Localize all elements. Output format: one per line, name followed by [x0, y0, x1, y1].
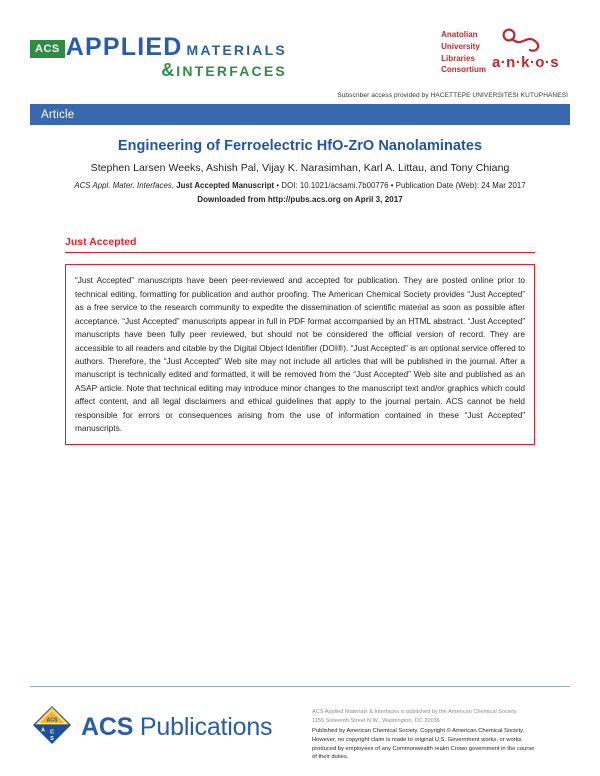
- just-accepted-body: “Just Accepted” manuscripts have been peer-reviewed and accepted for publication. They are posted online prior to technical editing, formatting for publication and author proofing. The American Chemical Society provides “Just Accepted” as a free service to the research community to expedite the dissemination of scientific material as soon as possible after acceptance. “Just Accepted” manuscripts appear in full in PDF format accompanied by an HTML abstract. “Just Accepted” manuscripts have been fully peer reviewed, but should not be considered the official version of record. They are accessible to all readers and citable by the Digital Object Identifier (DOI®). “Just Accepted” is an optional service offered to authors. Therefore, the “Just Accepted” Web site may not include all articles that will be published in the journal. After a manuscript is technically edited and formatted, it will be removed from the “Just Accepted” Web site and published as an ASAP article. Note that technical editing may introduce minor changes to the manuscript text and/or graphics which could affect content, and all legal disclaimers and ethical guidelines that apply to the journal pertain. ACS cannot be held responsible for errors or consequences arising from the use of information contained in these “Just Accepted” manuscripts.: [75, 275, 525, 434]
- legal-line-5: produced by employees of any Commonwealth realm Crown government in the course: [312, 745, 535, 752]
- wordmark-applied: APPLIED: [65, 33, 183, 61]
- article-type-banner: [30, 104, 570, 125]
- wordmark-interfaces: INTERFACES: [176, 62, 287, 79]
- wordmark-ampersand: &: [161, 59, 175, 80]
- logo-acs-text: ACS: [81, 713, 134, 742]
- article-type-label: Article: [41, 108, 75, 121]
- legal-line-1: ACS Applied Materials & Interfaces is published by the American Chemical Society.: [312, 709, 518, 716]
- consortium-line-1: Anatolian: [441, 30, 478, 40]
- consortium-line-2: University: [441, 41, 480, 51]
- citation-line: [30, 181, 570, 190]
- consortium-line-4: Consortium: [441, 65, 486, 75]
- legal-line-2: 1155 Sixteenth Street N.W., Washington, DC 20036: [312, 717, 440, 724]
- svg-text:ACS: ACS: [46, 717, 58, 724]
- citation-manuscript-type: Just Accepted Manuscript: [176, 181, 275, 191]
- page-footer: [30, 686, 570, 762]
- acs-badge: ACS: [30, 40, 65, 58]
- svg-text:C: C: [49, 729, 55, 736]
- subscriber-access-line: Subscriber access provided by HACETTEPE UNIVERSITESI KUTUPHANESI: [337, 92, 568, 99]
- svg-text:A: A: [40, 727, 46, 734]
- svg-text:S: S: [50, 736, 54, 743]
- consortium-logo: [441, 24, 570, 77]
- footer-legal-text: [312, 708, 570, 762]
- title-block: [30, 138, 570, 204]
- acs-publications-wordmark: [81, 715, 272, 740]
- citation-journal: ACS Appl. Mater. Interfaces: [74, 181, 172, 191]
- legal-line-6: of their duties.: [312, 754, 349, 761]
- just-accepted-section: [65, 204, 535, 444]
- legal-line-3: Published by American Chemical Society. Copyright © American Chemical Society.: [312, 728, 525, 735]
- just-accepted-box: [65, 264, 535, 444]
- logo-publications-text: Publications: [133, 713, 273, 742]
- author-list: Stephen Larsen Weeks, Ashish Pal, Vijay K. Narasimhan, Karl A. Littau, and Tony Chiang: [90, 162, 510, 175]
- wordmark-materials: MATERIALS: [186, 42, 287, 58]
- ankos-logo-icon: [492, 28, 570, 77]
- citation-separator: ,: [171, 181, 177, 191]
- page-title: Engineering of Ferroelectric HfO-ZrO Nanolaminates: [117, 138, 483, 154]
- just-accepted-heading: Just Accepted: [65, 236, 137, 249]
- masthead: [30, 0, 570, 86]
- consortium-line-3: Libraries: [441, 53, 475, 63]
- just-accepted-divider: [65, 252, 535, 253]
- consortium-name: [441, 29, 486, 75]
- journal-logo: [30, 24, 287, 79]
- footer-divider: [30, 686, 570, 687]
- citation-doi-date: • DOI: 10.1021/acsami.7b00776 • Publication Date (Web): 24 Mar 2017: [274, 181, 526, 191]
- acs-diamond-icon: [30, 703, 74, 752]
- journal-title-wordmark: [65, 33, 287, 80]
- acs-publications-logo: [30, 703, 272, 752]
- download-source-line: Downloaded from http://pubs.acs.org on April 3, 2017: [197, 195, 403, 205]
- legal-line-4: However, no copyright claim is made to original U.S. Government works, or works: [312, 736, 522, 743]
- svg-text:a·n·k·o·s: a·n·k·o·s: [492, 54, 559, 71]
